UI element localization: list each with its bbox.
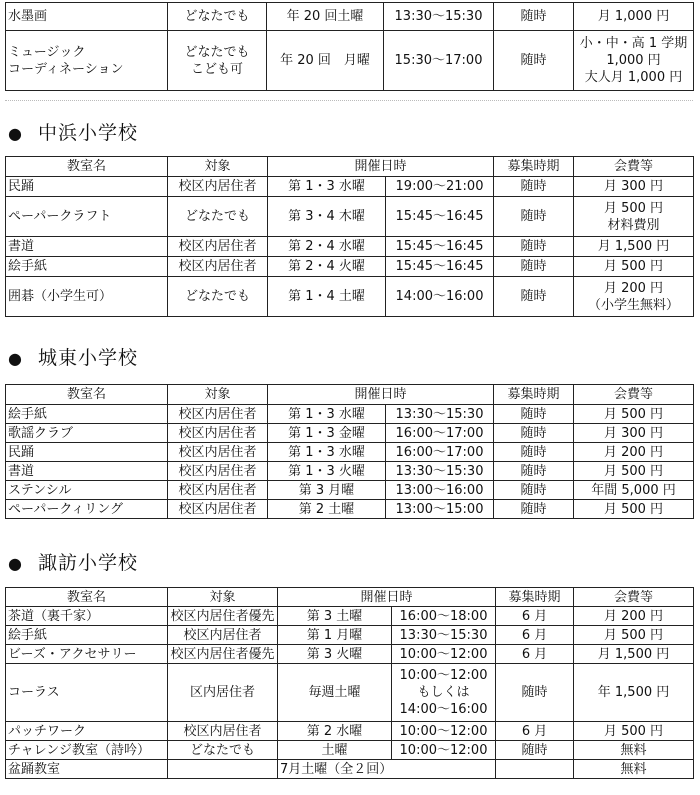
header-fee: 会費等: [574, 588, 694, 607]
table-row: [6, 722, 694, 741]
class-fee: 月 500 円: [574, 462, 694, 481]
header-fee: 会費等: [574, 385, 694, 405]
class-fee-line: 月 500 円: [603, 200, 664, 216]
class-time: 10:00～12:00: [392, 722, 496, 741]
section-heading-suwa: [8, 548, 138, 575]
class-day: 第 1・3 水曜: [268, 177, 386, 197]
table-row: [6, 424, 694, 443]
class-fee: 月 300 円: [574, 424, 694, 443]
recruit-period: 随時: [494, 237, 574, 257]
class-time: 10:00～12:00: [392, 741, 496, 760]
class-target: 校区内居住者: [168, 722, 278, 741]
class-time-line: もしくは: [417, 685, 470, 700]
class-day: 第 1・3 水曜: [268, 405, 386, 424]
recruit-period: 随時: [494, 443, 574, 462]
class-fee: 月 1,500 円: [574, 237, 694, 257]
class-target: 校区内居住者: [168, 626, 278, 645]
header-datetime: 開催日時: [268, 385, 494, 405]
class-day: 第 3・4 木曜: [268, 197, 386, 237]
class-datetime: 7月土曜（全２回）: [278, 760, 496, 779]
recruit-period: 随時: [494, 177, 574, 197]
class-name: ペーパークィリング: [6, 500, 168, 519]
class-name: 民踊: [6, 177, 168, 197]
class-target: 校区内居住者優先: [168, 607, 278, 626]
class-day: 第 3 月曜: [268, 481, 386, 500]
class-fee: 月 500 円: [574, 500, 694, 519]
class-target: 校区内居住者: [168, 237, 268, 257]
class-fee: 年 1,500 円: [574, 664, 694, 722]
recruit-period: 随時: [494, 424, 574, 443]
class-target: [168, 31, 267, 91]
table-row: [6, 3, 694, 31]
class-name: 歌謡クラブ: [6, 424, 168, 443]
table-row: [6, 237, 694, 257]
header-class-name: 教室名: [6, 588, 168, 607]
section-heading-nakahama: [8, 118, 138, 145]
class-name: コーラス: [6, 664, 168, 722]
class-day: 第 1・3 火曜: [268, 462, 386, 481]
recruit-period: 随時: [494, 405, 574, 424]
class-target: 校区内居住者: [168, 481, 268, 500]
header-datetime: 開催日時: [268, 157, 494, 177]
table-row: [6, 607, 694, 626]
class-fee: 月 500 円: [574, 405, 694, 424]
class-day: 毎週土曜: [278, 664, 392, 722]
class-fee-line: 月 200 円: [603, 280, 664, 296]
header-datetime: 開催日時: [278, 588, 496, 607]
class-time: 10:00～12:00: [392, 645, 496, 664]
section-title: 中浜小学校: [38, 122, 139, 144]
class-day: 第 2・4 水曜: [268, 237, 386, 257]
table-row: [6, 177, 694, 197]
class-day: 第 1・4 土曜: [268, 277, 386, 317]
class-time: 16:00～17:00: [386, 424, 494, 443]
recruit-period: 随時: [494, 277, 574, 317]
class-target-line: こども可: [190, 61, 243, 77]
class-target: どなたでも: [168, 741, 278, 760]
class-day: 第 1・3 水曜: [268, 443, 386, 462]
bullet-icon: ●: [8, 349, 23, 368]
class-fee: 月 1,500 円: [574, 645, 694, 664]
class-time: 13:30～15:30: [386, 405, 494, 424]
class-name: ステンシル: [6, 481, 168, 500]
class-name: 民踊: [6, 443, 168, 462]
class-name: 絵手紙: [6, 626, 168, 645]
class-fee-line: （小学生無料）: [588, 297, 680, 313]
section-title: 城東小学校: [38, 347, 139, 369]
suwa-class-table: [5, 587, 694, 779]
table-row: [6, 462, 694, 481]
class-name: [6, 31, 168, 91]
class-day: 第 2 土曜: [268, 500, 386, 519]
table-row: [6, 500, 694, 519]
section-heading-joto: [8, 343, 138, 370]
class-time: 15:30～17:00: [384, 31, 494, 91]
table-row: [6, 760, 694, 779]
class-name: 盆踊教室: [6, 760, 168, 779]
class-target: 校区内居住者優先: [168, 645, 278, 664]
class-day: 第 1 月曜: [278, 626, 392, 645]
class-time: 16:00～18:00: [392, 607, 496, 626]
table-row: [6, 277, 694, 317]
class-name-line: ミュージック: [8, 44, 86, 60]
class-fee: [574, 31, 694, 91]
class-fee-line: 1,000 円: [606, 53, 661, 68]
table-row: [6, 645, 694, 664]
header-target: 対象: [168, 385, 268, 405]
table-row: [6, 31, 694, 91]
table-row: [6, 197, 694, 237]
recruit-period: [496, 760, 574, 779]
divider: [5, 100, 693, 101]
class-name: 囲碁（小学生可）: [6, 277, 168, 317]
class-target: [168, 760, 278, 779]
top-class-table: [5, 2, 694, 91]
class-target: 校区内居住者: [168, 443, 268, 462]
table-header-row: [6, 157, 694, 177]
class-target: どなたでも: [168, 197, 268, 237]
class-day: 第 3 火曜: [278, 645, 392, 664]
class-day: 第 3 土曜: [278, 607, 392, 626]
table-row: [6, 741, 694, 760]
class-name: 水墨画: [6, 3, 168, 31]
class-fee: 年間 5,000 円: [574, 481, 694, 500]
class-target: 区内居住者: [168, 664, 278, 722]
header-recruit-period: 募集時期: [496, 588, 574, 607]
header-recruit-period: 募集時期: [494, 157, 574, 177]
recruit-period: 随時: [496, 664, 574, 722]
class-target: 校区内居住者: [168, 177, 268, 197]
class-time: 16:00～17:00: [386, 443, 494, 462]
class-name: 茶道（裏千家）: [6, 607, 168, 626]
section-title: 諏訪小学校: [38, 552, 139, 574]
recruit-period: 6 月: [496, 722, 574, 741]
class-time: 13:00～16:00: [386, 481, 494, 500]
table-row: [6, 405, 694, 424]
nakahama-class-table: [5, 156, 694, 317]
class-fee: 月 300 円: [574, 177, 694, 197]
class-fee: 月 200 円: [574, 443, 694, 462]
header-fee: 会費等: [574, 157, 694, 177]
class-frequency: 年 20 回 月曜: [267, 31, 384, 91]
class-fee-line: 大人月 1,000 円: [584, 70, 683, 85]
class-day: 第 2 水曜: [278, 722, 392, 741]
class-time: 14:00～16:00: [386, 277, 494, 317]
class-time: 15:45～16:45: [386, 237, 494, 257]
class-fee: 月 1,000 円: [574, 3, 694, 31]
recruit-period: 随時: [494, 257, 574, 277]
class-time: 19:00～21:00: [386, 177, 494, 197]
class-fee-line: 小・中・高 1 学期: [579, 36, 688, 51]
table-row: [6, 626, 694, 645]
class-fee: 月 500 円: [574, 626, 694, 645]
class-fee: 無料: [574, 741, 694, 760]
class-time: 13:30～15:30: [386, 462, 494, 481]
class-fee: [574, 277, 694, 317]
bullet-icon: ●: [8, 124, 23, 143]
class-time: 15:45～16:45: [386, 257, 494, 277]
class-target: 校区内居住者: [168, 405, 268, 424]
header-class-name: 教室名: [6, 385, 168, 405]
class-day: 第 1・3 金曜: [268, 424, 386, 443]
table-row: [6, 664, 694, 722]
class-name: パッチワーク: [6, 722, 168, 741]
class-target: どなたでも: [168, 3, 267, 31]
bullet-icon: ●: [8, 554, 23, 573]
recruit-period: 6 月: [496, 626, 574, 645]
class-fee: [574, 197, 694, 237]
joto-class-table: [5, 384, 694, 519]
recruit-period: 6 月: [496, 645, 574, 664]
class-target: 校区内居住者: [168, 500, 268, 519]
table-header-row: [6, 385, 694, 405]
class-name: チャレンジ教室（詩吟）: [6, 741, 168, 760]
recruit-period: 随時: [496, 741, 574, 760]
header-class-name: 教室名: [6, 157, 168, 177]
class-fee: 無料: [574, 760, 694, 779]
class-day: 第 2・4 火曜: [268, 257, 386, 277]
header-recruit-period: 募集時期: [494, 385, 574, 405]
class-time: 13:00～15:00: [386, 500, 494, 519]
class-fee: 月 500 円: [574, 257, 694, 277]
class-target: どなたでも: [168, 277, 268, 317]
recruit-period: 随時: [494, 31, 574, 91]
class-name-line: コーディネーション: [8, 61, 124, 77]
class-name: ビーズ・アクセサリー: [6, 645, 168, 664]
class-fee-line: 材料費別: [607, 217, 660, 233]
recruit-period: 随時: [494, 3, 574, 31]
class-time: 13:30～15:30: [384, 3, 494, 31]
class-name: ペーパークラフト: [6, 197, 168, 237]
table-row: [6, 443, 694, 462]
header-target: 対象: [168, 588, 278, 607]
table-row: [6, 481, 694, 500]
class-frequency: 年 20 回土曜: [267, 3, 384, 31]
class-target: 校区内居住者: [168, 462, 268, 481]
recruit-period: 随時: [494, 462, 574, 481]
class-day: 土曜: [278, 741, 392, 760]
class-name: 絵手紙: [6, 257, 168, 277]
class-time: 13:30～15:30: [392, 626, 496, 645]
recruit-period: 6 月: [496, 607, 574, 626]
class-fee: 月 500 円: [574, 722, 694, 741]
class-time-line: 10:00～12:00: [399, 668, 488, 683]
table-header-row: [6, 588, 694, 607]
class-target: 校区内居住者: [168, 424, 268, 443]
class-name: 絵手紙: [6, 405, 168, 424]
header-target: 対象: [168, 157, 268, 177]
class-time: 15:45～16:45: [386, 197, 494, 237]
class-name: 書道: [6, 237, 168, 257]
class-time-line: 14:00～16:00: [399, 702, 488, 717]
table-row: [6, 257, 694, 277]
recruit-period: 随時: [494, 500, 574, 519]
class-target: 校区内居住者: [168, 257, 268, 277]
recruit-period: 随時: [494, 481, 574, 500]
class-time: [392, 664, 496, 722]
recruit-period: 随時: [494, 197, 574, 237]
class-fee: 月 200 円: [574, 607, 694, 626]
class-name: 書道: [6, 462, 168, 481]
class-target-line: どなたでも: [184, 44, 250, 60]
